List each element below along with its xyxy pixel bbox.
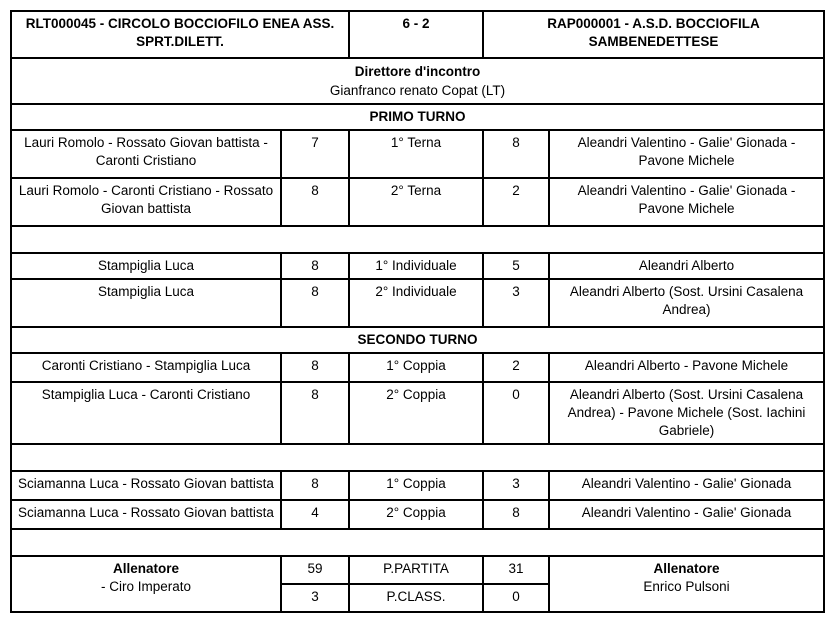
away-score: 3: [483, 279, 549, 327]
home-score: 8: [281, 253, 349, 279]
match-type: 1° Coppia: [349, 353, 483, 382]
away-players: Aleandri Alberto - Pavone Michele: [549, 353, 824, 382]
match-row: [11, 471, 824, 500]
spacer-cell: [11, 444, 824, 471]
home-score: 7: [281, 130, 349, 178]
away-players: Aleandri Alberto (Sost. Ursini Casalena Andrea) - Pavone Michele (Sost. Iachini Gabriele): [549, 382, 824, 444]
away-players: Aleandri Alberto (Sost. Ursini Casalena Andrea): [549, 279, 824, 327]
away-score: 8: [483, 130, 549, 178]
home-coach-name: - Ciro Imperato: [100, 579, 192, 595]
points-label: P.CLASS.: [349, 584, 483, 612]
away-score: 3: [483, 471, 549, 500]
section-title: PRIMO TURNO: [11, 104, 824, 130]
section-title: SECONDO TURNO: [11, 327, 824, 353]
away-players: Aleandri Valentino - Galie' Gionada - Pavone Michele: [549, 130, 824, 178]
points-label: P.PARTITA: [349, 556, 483, 584]
away-score: 0: [483, 382, 549, 444]
match-row: [11, 353, 824, 382]
home-players: Stampiglia Luca: [11, 253, 281, 279]
home-score: 8: [281, 471, 349, 500]
away-points: 0: [483, 584, 549, 612]
away-players: Aleandri Valentino - Galie' Gionada: [549, 500, 824, 529]
spacer-cell: [11, 529, 824, 556]
match-type: 1° Coppia: [349, 471, 483, 500]
away-coach-cell: [549, 556, 824, 612]
match-row: [11, 500, 824, 529]
away-players: Aleandri Alberto: [549, 253, 824, 279]
home-coach-label: Allenatore: [112, 561, 180, 576]
home-points: 59: [281, 556, 349, 584]
points-row: [11, 556, 824, 584]
referee-name: Gianfranco renato Copat (LT): [329, 82, 506, 98]
home-players: Sciamanna Luca - Rossato Giovan battista: [11, 471, 281, 500]
spacer-cell: [11, 226, 824, 253]
home-score: 8: [281, 178, 349, 226]
match-row: [11, 382, 824, 444]
home-score: 8: [281, 353, 349, 382]
home-players: Sciamanna Luca - Rossato Giovan battista: [11, 500, 281, 529]
match-row: [11, 253, 824, 279]
section-header-secondo-turno: [11, 327, 824, 353]
away-players: Aleandri Valentino - Galie' Gionada - Pavone Michele: [549, 178, 824, 226]
away-score: 2: [483, 353, 549, 382]
home-players: Caronti Cristiano - Stampiglia Luca: [11, 353, 281, 382]
away-team-name: RAP000001 - A.S.D. BOCCIOFILA SAMBENEDETTESE: [483, 11, 824, 58]
spacer-row: [11, 226, 824, 253]
home-players: Lauri Romolo - Rossato Giovan battista - Caronti Cristiano: [11, 130, 281, 178]
away-score: 2: [483, 178, 549, 226]
match-row: [11, 130, 824, 178]
home-score: 8: [281, 382, 349, 444]
match-row: [11, 178, 824, 226]
away-score: 8: [483, 500, 549, 529]
spacer-row: [11, 529, 824, 556]
home-points: 3: [281, 584, 349, 612]
section-header-primo-turno: [11, 104, 824, 130]
home-score: 8: [281, 279, 349, 327]
home-team-name: RLT000045 - CIRCOLO BOCCIOFILO ENEA ASS. SPRT.DILETT.: [11, 11, 349, 58]
match-type: 2° Terna: [349, 178, 483, 226]
home-players: Lauri Romolo - Caronti Cristiano - Rossato Giovan battista: [11, 178, 281, 226]
home-score: 4: [281, 500, 349, 529]
match-type: 2° Coppia: [349, 382, 483, 444]
teams-header-row: [11, 11, 824, 58]
spacer-row: [11, 444, 824, 471]
home-players: Stampiglia Luca: [11, 279, 281, 327]
referee-label: Direttore d'incontro: [354, 64, 481, 80]
away-coach-label: Allenatore: [653, 561, 720, 576]
home-players: Stampiglia Luca - Caronti Cristiano: [11, 382, 281, 444]
match-type: 1° Terna: [349, 130, 483, 178]
match-report-table: [10, 10, 825, 613]
match-row: [11, 279, 824, 327]
away-points: 31: [483, 556, 549, 584]
away-players: Aleandri Valentino - Galie' Gionada: [549, 471, 824, 500]
match-type: 1° Individuale: [349, 253, 483, 279]
referee-row: [11, 58, 824, 104]
match-type: 2° Individuale: [349, 279, 483, 327]
home-coach-cell: [11, 556, 281, 612]
referee-cell: [11, 58, 824, 104]
away-coach-name: Enrico Pulsoni: [643, 579, 730, 595]
match-score: 6 - 2: [349, 11, 483, 58]
away-score: 5: [483, 253, 549, 279]
match-type: 2° Coppia: [349, 500, 483, 529]
